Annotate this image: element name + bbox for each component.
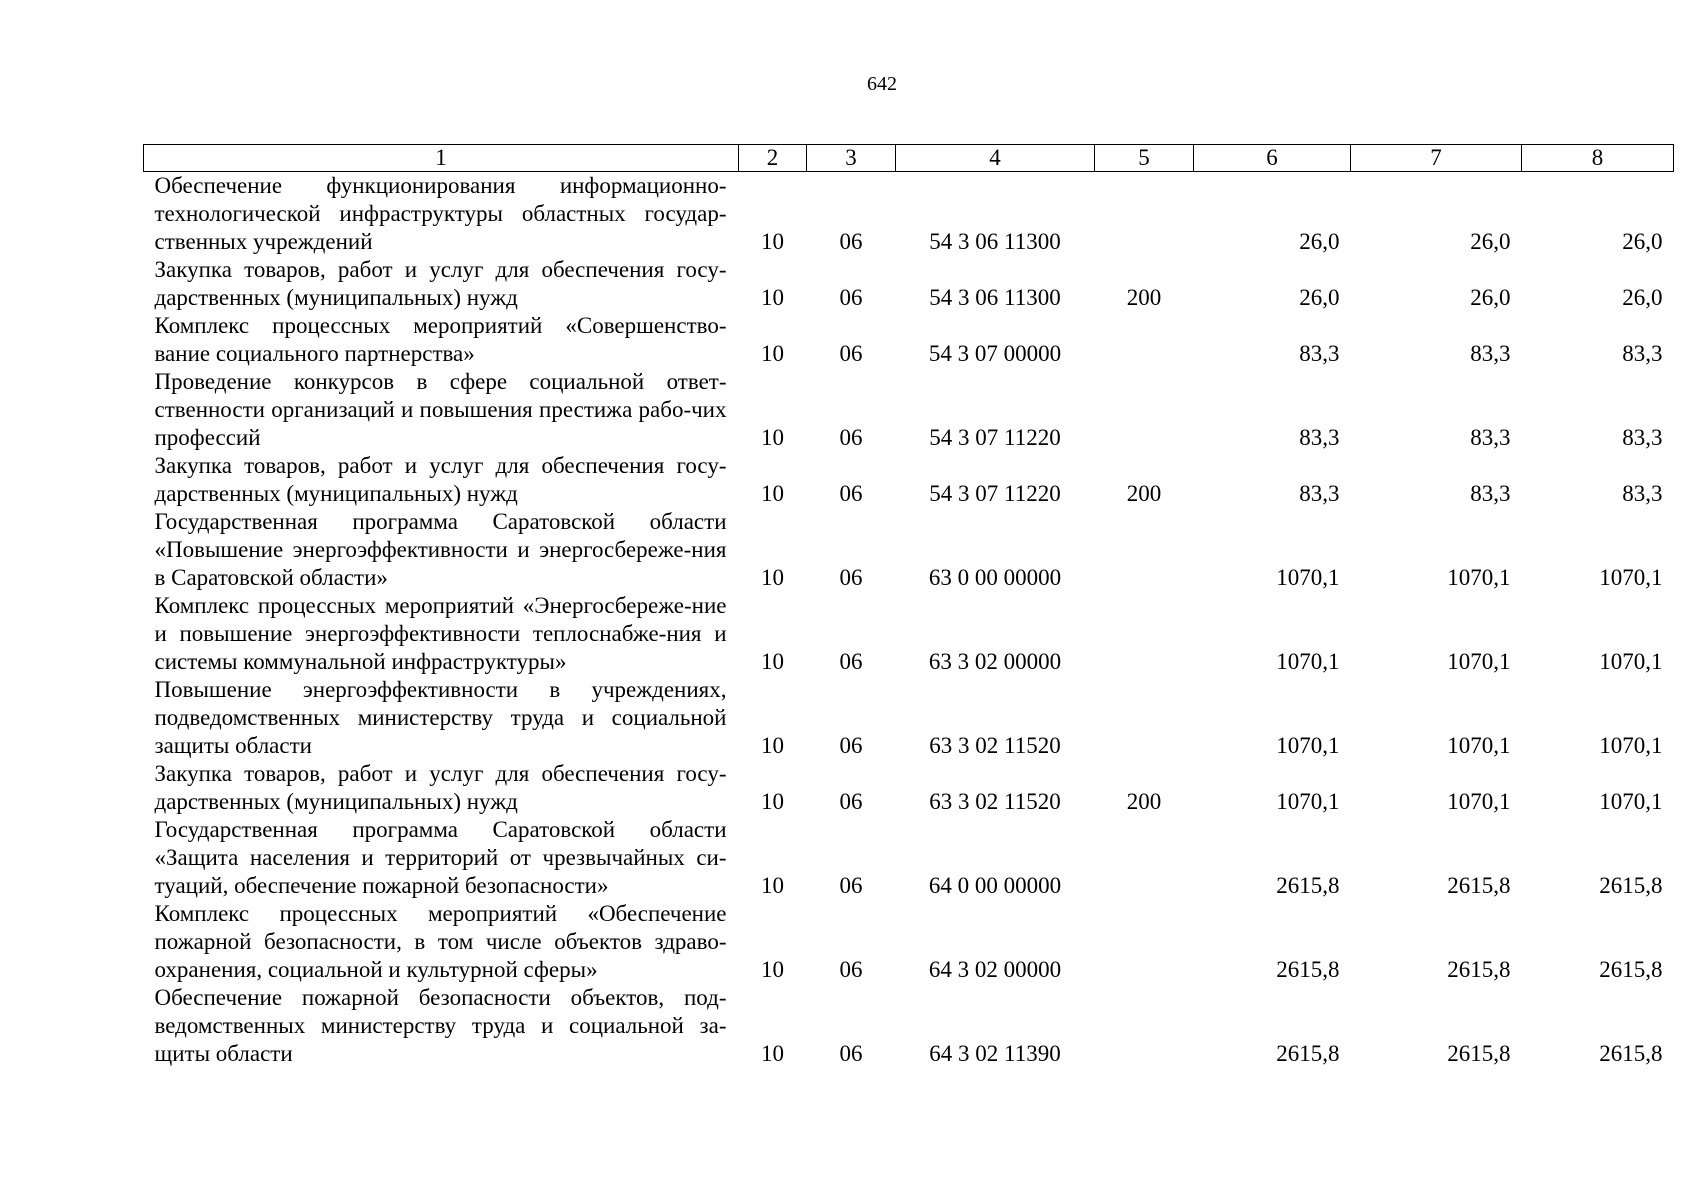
expense-type-code — [1095, 368, 1194, 452]
item-name: Комплекс процессных мероприятий «Энергосбереже-ние и повышение энергоэффективности теплоснабже-ния и системы коммунальной инфраструктуры» — [154, 593, 727, 674]
section-code: 10 — [761, 565, 784, 590]
amount-year-3: 26,0 — [1622, 229, 1663, 254]
column-header: 1 — [144, 145, 739, 172]
target-article-code: 54 3 07 00000 — [928, 341, 1062, 366]
item-name: Обеспечение функционирования информационно-технологической инфраструктуры областных государ-ственных учреждений — [154, 173, 727, 254]
section-code: 10 — [761, 481, 784, 506]
column-header: 5 — [1095, 145, 1194, 172]
amount-year-3: 1070,1 — [1599, 565, 1663, 590]
header-row — [144, 145, 1674, 172]
amount-year-2: 1070,1 — [1447, 733, 1511, 758]
target-article-code: 64 3 02 11390 — [929, 1041, 1061, 1066]
section-code: 10 — [761, 229, 784, 254]
amount-year-1: 1070,1 — [1276, 733, 1340, 758]
target-article-code: 54 3 07 11220 — [929, 481, 1061, 506]
item-name: Закупка товаров, работ и услуг для обеспечения госу-дарственных (муниципальных) нужд — [154, 453, 727, 506]
subsection-code: 06 — [839, 649, 863, 674]
table-row — [144, 760, 1674, 816]
section-code: 10 — [761, 1041, 784, 1066]
amount-year-1: 2615,8 — [1276, 873, 1340, 898]
amount-year-3: 1070,1 — [1599, 733, 1663, 758]
amount-year-3: 83,3 — [1622, 341, 1663, 366]
amount-year-1: 83,3 — [1299, 425, 1340, 450]
table-body — [144, 172, 1674, 1069]
subsection-code: 06 — [839, 425, 863, 450]
expense-type-code — [1095, 984, 1194, 1068]
expense-type-code — [1095, 816, 1194, 900]
target-article-code: 54 3 07 11220 — [929, 425, 1061, 450]
target-article-code: 63 0 00 00000 — [928, 565, 1062, 590]
amount-year-3: 2615,8 — [1599, 1041, 1663, 1066]
table-row — [144, 816, 1674, 900]
amount-year-1: 1070,1 — [1276, 789, 1340, 814]
amount-year-2: 1070,1 — [1447, 565, 1511, 590]
amount-year-2: 83,3 — [1470, 481, 1511, 506]
section-code: 10 — [761, 957, 784, 982]
amount-year-2: 26,0 — [1470, 229, 1511, 254]
expense-type-code: 200 — [1126, 481, 1162, 506]
table-row — [144, 900, 1674, 984]
column-header: 3 — [807, 145, 896, 172]
amount-year-2: 26,0 — [1470, 285, 1511, 310]
amount-year-1: 1070,1 — [1276, 565, 1340, 590]
item-name: Закупка товаров, работ и услуг для обеспечения госу-дарственных (муниципальных) нужд — [154, 761, 727, 814]
subsection-code: 06 — [839, 873, 863, 898]
column-header: 8 — [1522, 145, 1674, 172]
table-row — [144, 312, 1674, 368]
item-name: Государственная программа Саратовской области «Повышение энергоэффективности и энергосбереже-ния в Саратовской области» — [154, 509, 727, 590]
table-row — [144, 256, 1674, 312]
subsection-code: 06 — [839, 1041, 863, 1066]
expense-type-code: 200 — [1126, 789, 1162, 814]
target-article-code: 64 0 00 00000 — [928, 873, 1062, 898]
item-name: Проведение конкурсов в сфере социальной ответ-ственности организаций и повышения престижа рабо-чих профессий — [154, 369, 727, 450]
column-header: 2 — [739, 145, 807, 172]
expense-type-code — [1095, 592, 1194, 676]
column-header: 4 — [896, 145, 1095, 172]
table-row — [144, 172, 1674, 257]
budget-table — [143, 144, 1674, 1068]
table-row — [144, 984, 1674, 1068]
section-code: 10 — [761, 341, 784, 366]
amount-year-2: 2615,8 — [1447, 1041, 1511, 1066]
amount-year-3: 26,0 — [1622, 285, 1663, 310]
subsection-code: 06 — [839, 229, 863, 254]
subsection-code: 06 — [839, 565, 863, 590]
section-code: 10 — [761, 285, 784, 310]
expense-type-code — [1095, 312, 1194, 368]
section-code: 10 — [761, 789, 784, 814]
section-code: 10 — [761, 425, 784, 450]
target-article-code: 54 3 06 11300 — [929, 229, 1061, 254]
item-name: Комплекс процессных мероприятий «Обеспечение пожарной безопасности, в том числе объектов здраво-охранения, социальной и культурной сферы» — [154, 901, 727, 982]
table-row — [144, 452, 1674, 508]
amount-year-2: 83,3 — [1470, 341, 1511, 366]
amount-year-1: 2615,8 — [1276, 1041, 1340, 1066]
subsection-code: 06 — [839, 285, 863, 310]
column-header: 7 — [1351, 145, 1522, 172]
subsection-code: 06 — [839, 789, 863, 814]
target-article-code: 63 3 02 11520 — [929, 789, 1061, 814]
amount-year-2: 83,3 — [1470, 425, 1511, 450]
table-row — [144, 508, 1674, 592]
amount-year-3: 1070,1 — [1599, 649, 1663, 674]
page-number: 642 — [867, 73, 897, 95]
amount-year-3: 1070,1 — [1599, 789, 1663, 814]
amount-year-2: 1070,1 — [1447, 649, 1511, 674]
amount-year-2: 1070,1 — [1447, 789, 1511, 814]
amount-year-1: 83,3 — [1299, 341, 1340, 366]
subsection-code: 06 — [839, 341, 863, 366]
item-name: Обеспечение пожарной безопасности объектов, под-ведомственных министерству труда и социальной за-щиты области — [154, 985, 727, 1066]
item-name: Комплекс процессных мероприятий «Совершенство-вание социального партнерства» — [154, 313, 727, 366]
section-code: 10 — [761, 873, 784, 898]
item-name: Закупка товаров, работ и услуг для обеспечения госу-дарственных (муниципальных) нужд — [154, 257, 727, 310]
subsection-code: 06 — [839, 957, 863, 982]
target-article-code: 63 3 02 11520 — [929, 733, 1061, 758]
amount-year-1: 2615,8 — [1276, 957, 1340, 982]
amount-year-2: 2615,8 — [1447, 957, 1511, 982]
item-name: Повышение энергоэффективности в учреждениях, подведомственных министерству труда и социальной защиты области — [154, 677, 727, 758]
amount-year-3: 83,3 — [1622, 425, 1663, 450]
table-row — [144, 676, 1674, 760]
table-row — [144, 592, 1674, 676]
column-header: 6 — [1194, 145, 1351, 172]
target-article-code: 54 3 06 11300 — [929, 285, 1061, 310]
amount-year-3: 2615,8 — [1599, 957, 1663, 982]
amount-year-3: 2615,8 — [1599, 873, 1663, 898]
expense-type-code — [1095, 508, 1194, 592]
target-article-code: 64 3 02 00000 — [928, 957, 1062, 982]
expense-type-code — [1095, 172, 1194, 257]
table-row — [144, 368, 1674, 452]
expense-type-code — [1095, 676, 1194, 760]
expense-type-code — [1095, 900, 1194, 984]
section-code: 10 — [761, 733, 784, 758]
amount-year-1: 26,0 — [1299, 229, 1340, 254]
amount-year-3: 83,3 — [1622, 481, 1663, 506]
subsection-code: 06 — [839, 481, 863, 506]
amount-year-1: 83,3 — [1299, 481, 1340, 506]
subsection-code: 06 — [839, 733, 863, 758]
amount-year-1: 26,0 — [1299, 285, 1340, 310]
section-code: 10 — [761, 649, 784, 674]
amount-year-1: 1070,1 — [1276, 649, 1340, 674]
item-name: Государственная программа Саратовской области «Защита населения и территорий от чрезвычайных си-туаций, обеспечение пожарной безопасности» — [154, 817, 727, 898]
expense-type-code: 200 — [1126, 285, 1162, 310]
amount-year-2: 2615,8 — [1447, 873, 1511, 898]
target-article-code: 63 3 02 00000 — [928, 649, 1062, 674]
